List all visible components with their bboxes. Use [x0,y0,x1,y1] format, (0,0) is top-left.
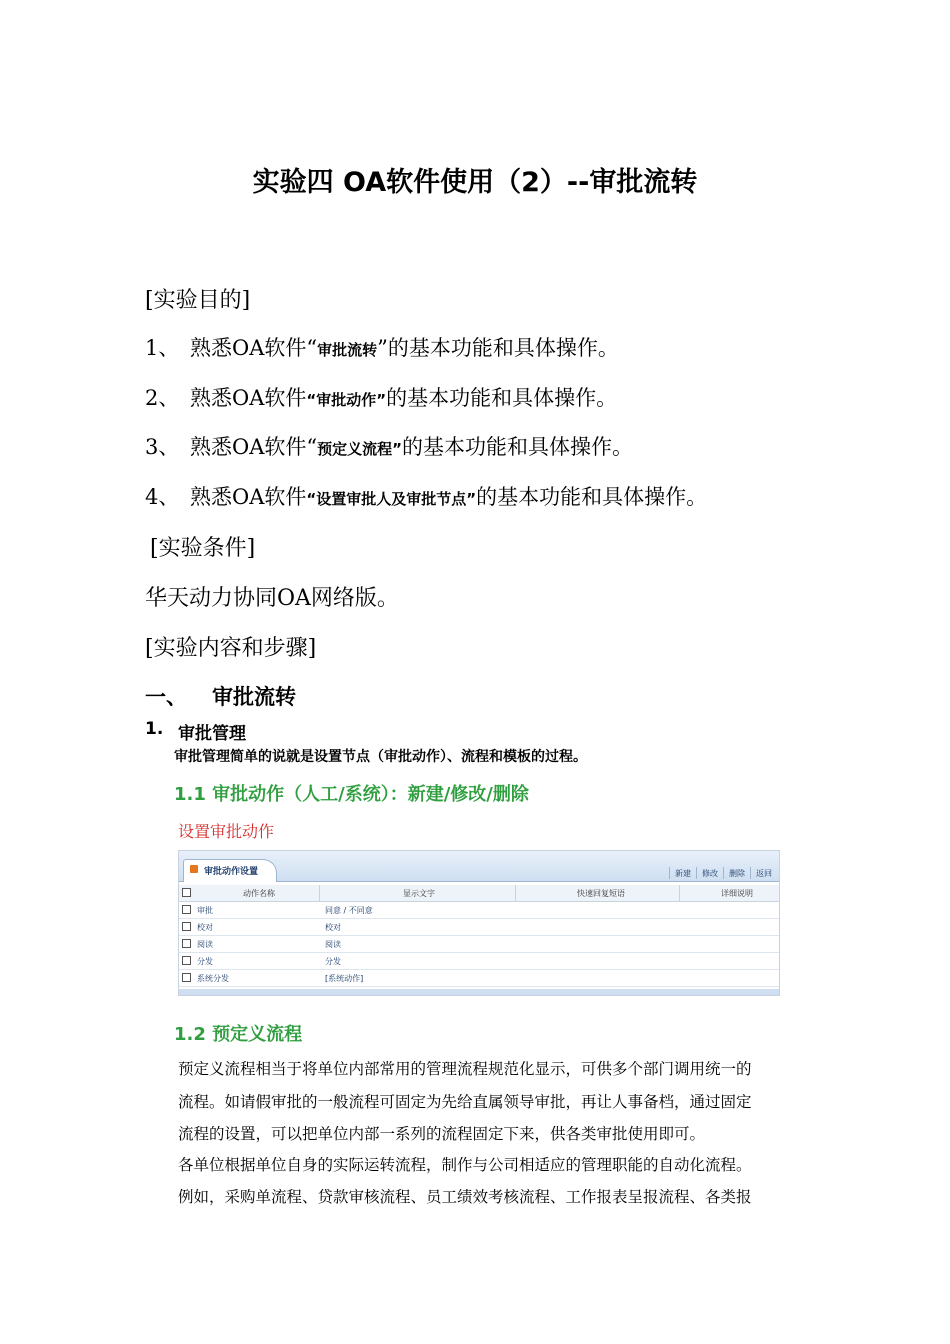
content-heading: [实验内容和步骤] [145,636,317,661]
back-button[interactable]: 返回 [750,867,777,879]
column-divider [515,885,516,902]
col-details: 详细说明 [721,889,753,898]
item-text-pre: 熟悉OA软件 [190,485,307,509]
table-row[interactable] [179,902,779,919]
item-text-bold: 审批流转 [317,341,378,359]
approval-action-screenshot [178,850,780,996]
row-name: 系统分发 [197,974,229,983]
item-text-bold: “设置审批人及审批节点” [306,490,477,508]
column-divider [679,885,680,902]
row-name: 审批 [197,906,213,915]
delete-button[interactable]: 删除 [723,867,750,879]
item-number: 1、 [145,336,180,360]
item-text-post: ”的基本功能和具体操作。 [377,336,619,360]
edit-button[interactable]: 修改 [696,867,723,879]
item-text-pre: 熟悉OA软件“ [190,336,318,360]
new-button[interactable]: 新建 [669,867,696,879]
panel-tab-title: 审批动作设置 [204,867,259,877]
row-checkbox[interactable] [182,905,191,914]
paragraph-line: 例如，采购单流程、贷款审核流程、员工绩效考核流程、工作报表呈报流程、各类报 [178,1188,752,1206]
conditions-text: 华天动力协同OA网络版。 [145,586,399,611]
section-1-2-heading: 1.2 预定义流程 [174,1024,303,1045]
set-action-label: 设置审批动作 [178,822,275,841]
item-text-post: 的基本功能和具体操作。 [476,485,708,509]
item-number: 2、 [145,386,180,410]
page-title: 实验四 OA软件使用（2）--审批流转 [252,167,698,198]
purpose-item-1 [0,332,950,360]
select-all-checkbox[interactable] [182,888,191,897]
sub1-label: 审批管理 [178,724,246,744]
purpose-item-2 [0,382,950,410]
item-text-post: 的基本功能和具体操作。 [386,386,618,410]
panel-toolbar [179,851,779,882]
row-checkbox[interactable] [182,956,191,965]
row-display: 分发 [325,957,341,966]
row-display: 校对 [325,923,341,932]
settings-icon [190,865,198,873]
item-text-bold: “审批动作” [306,391,387,409]
item-text-pre: 熟悉OA软件“ [190,435,318,459]
table-header [179,885,779,902]
row-name: 阅读 [197,940,213,949]
paragraph-line: 预定义流程相当于将单位内部常用的管理流程规范化显示，可供多个部门调用统一的 [178,1060,752,1078]
col-quick-reply: 快速回复短语 [577,889,625,898]
col-display-text: 显示文字 [403,889,435,898]
table-row[interactable] [179,953,779,970]
panel-tools [669,867,777,879]
row-checkbox[interactable] [182,939,191,948]
sub1-intro: 审批管理简单的说就是设置节点（审批动作）、流程和模板的过程。 [174,749,587,765]
row-display: 阅读 [325,940,341,949]
paragraph-line: 各单位根据单位自身的实际运转流程，制作与公司相适应的管理职能的自动化流程。 [178,1156,752,1174]
item-number: 4、 [145,485,180,509]
table-row[interactable] [179,970,779,987]
col-action-name: 动作名称 [243,889,275,898]
conditions-heading: [实验条件] [150,536,256,561]
column-divider [319,885,320,902]
paragraph-line: 流程的设置，可以把单位内部一系列的流程固定下来，供各类审批使用即可。 [178,1125,706,1143]
row-name: 校对 [197,923,213,932]
item-number: 3、 [145,435,180,459]
sub1-number: 1. [145,719,164,739]
section-1-1-heading: 1.1 审批动作（人工/系统）：新建/修改/删除 [174,784,529,805]
part-one-label: 审批流转 [212,685,296,709]
row-display: 同意 / 不同意 [325,906,373,915]
item-text-pre: 熟悉OA软件 [190,386,307,410]
panel-footer [179,989,779,995]
row-checkbox[interactable] [182,973,191,982]
purpose-item-4 [0,481,950,509]
row-checkbox[interactable] [182,922,191,931]
item-text-post: 的基本功能和具体操作。 [401,435,633,459]
row-name: 分发 [197,957,213,966]
item-text-bold: 预定义流程” [317,440,402,458]
row-display: [系统动作] [325,974,364,983]
part-one-number: 一、 [145,685,187,709]
paragraph-line: 流程。如请假审批的一般流程可固定为先给直属领导审批，再让人事备档，通过固定 [178,1093,752,1111]
table-row[interactable] [179,919,779,936]
panel-tab [183,859,277,882]
purpose-heading: [实验目的] [145,288,251,313]
table-row[interactable] [179,936,779,953]
purpose-item-3 [0,431,950,459]
